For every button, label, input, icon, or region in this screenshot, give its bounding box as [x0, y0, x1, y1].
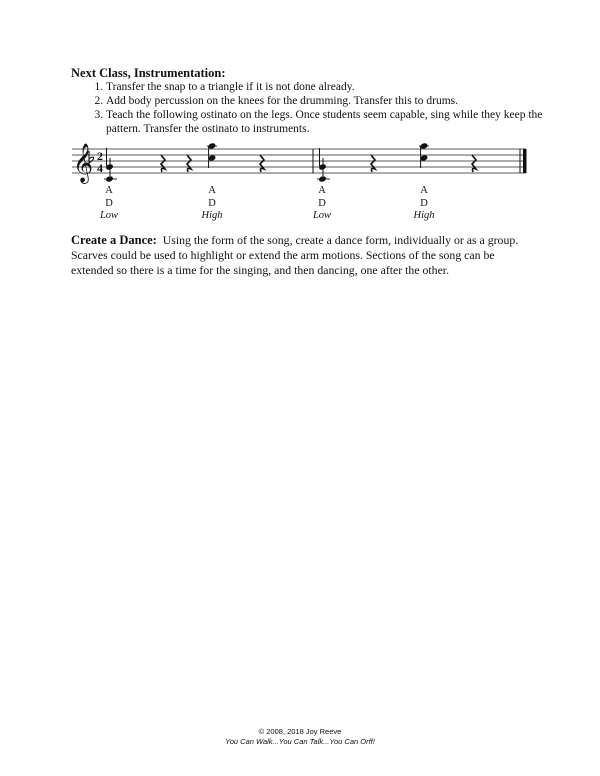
- note-name: D: [420, 197, 428, 209]
- register-label: Low: [99, 210, 119, 221]
- low-chord-1: [104, 148, 117, 183]
- note-name: A: [420, 185, 428, 196]
- note-name: D: [105, 197, 113, 209]
- copyright-text: © 2008, 2018 Joy Reeve: [258, 727, 342, 736]
- quarter-rest-icon: [161, 155, 165, 172]
- final-barline-thick: [523, 149, 527, 173]
- music-staff: [70, 140, 540, 188]
- treble-clef-icon: 𝄞: [73, 143, 94, 183]
- note-name: A: [105, 185, 113, 196]
- step-item: 1. Transfer the snap to a triangle if it is not done already.: [106, 80, 576, 94]
- note-name: D: [208, 197, 216, 209]
- register-label: High: [201, 210, 223, 221]
- register-label: High: [413, 210, 435, 221]
- page-footer: [0, 727, 600, 747]
- quarter-rest-icon: [187, 155, 191, 172]
- time-signature-top: 2: [97, 149, 103, 163]
- note-name: A: [318, 185, 326, 196]
- ostinato-label-3: [302, 185, 342, 223]
- note-name: D: [318, 197, 326, 209]
- ostinato-label-4: [404, 185, 444, 223]
- low-chord-2: [317, 148, 330, 183]
- quarter-rest-icon: [371, 155, 375, 172]
- instrumentation-steps: [71, 80, 576, 136]
- staff-lines: [72, 149, 526, 173]
- time-signature-bottom: 4: [97, 161, 103, 175]
- step-item: 2. Add body percussion on the knees for the drumming. Transfer this to drums.: [106, 94, 576, 108]
- footer-tagline: You Can Walk...You Can Talk...You Can Orff!: [225, 737, 375, 746]
- dance-title: Create a Dance:: [71, 233, 157, 247]
- quarter-rest-icon: [260, 155, 264, 172]
- section-title: Next Class, Instrumentation:: [71, 66, 226, 80]
- dance-paragraph: [71, 233, 537, 278]
- dance-text: Using the form of the song, create a dance form, individually or as a group. Scarves could be used to highlight or extend the arm motions. Sections of the song can be extended so there is a time for the singing, and then dancing, one after the other.: [71, 233, 519, 277]
- register-label: Low: [312, 210, 332, 221]
- ostinato-label-2: [192, 185, 232, 223]
- ostinato-notation: [70, 140, 540, 220]
- note-name: A: [208, 185, 216, 196]
- step-item: 3. Teach the following ostinato on the legs. Once students seem capable, sing while they keep the pattern. Transfer the ostinato to instruments.: [106, 108, 576, 136]
- ostinato-label-1: [89, 185, 129, 223]
- quarter-rest-icon: [472, 155, 476, 172]
